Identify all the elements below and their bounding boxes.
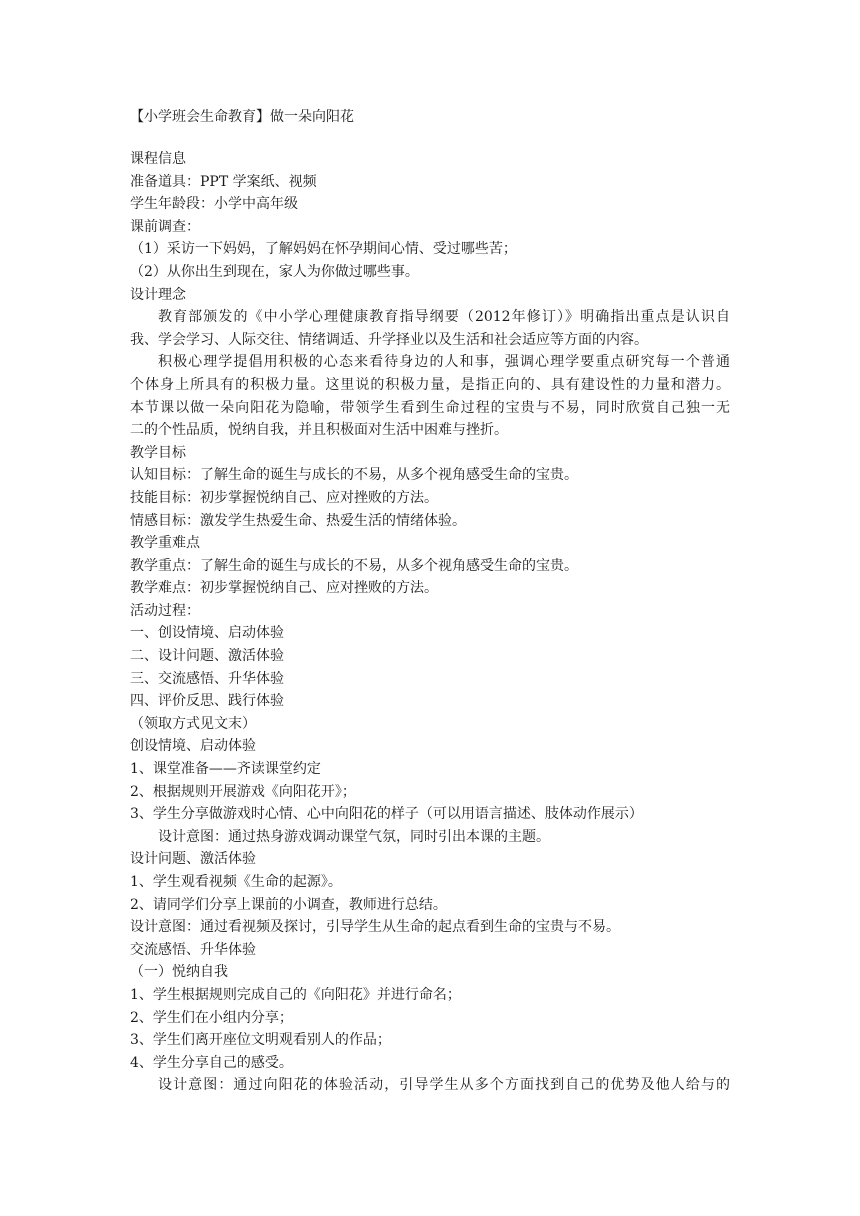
text-line: 准备道具：PPT 学案纸、视频 — [130, 173, 317, 190]
text-line: 3、学生分享做游戏时心情、心中向阳花的样子（可以用语言描述、肢体动作展示） — [130, 806, 643, 823]
text-line: 课前调查： — [130, 218, 200, 235]
text-line: 设计理念 — [130, 286, 186, 303]
document-body — [130, 148, 730, 1097]
text-line: 设计问题、激活体验 — [130, 851, 256, 868]
text-line: 教学重难点 — [130, 535, 200, 552]
text-line: 设计意图：通过热身游戏调动课堂气氛，同时引出本课的主题。 — [158, 828, 550, 845]
text-line: 情感目标：激发学生热爱生命、热爱生活的情绪体验。 — [130, 512, 466, 529]
text-line: （2）从你出生到现在，家人为你做过哪些事。 — [130, 263, 419, 280]
text-line: 二的个性品质，悦纳自我，并且积极面对生活中困难与挫折。 — [130, 422, 508, 439]
text-line: 设计意图：通过向阳花的体验活动，引导学生从多个方面找到自己的优势及他人给与的 — [158, 1077, 730, 1094]
text-line: 技能目标：初步掌握悦纳自己、应对挫败的方法。 — [130, 489, 438, 506]
text-line: 二、设计问题、激活体验 — [130, 648, 284, 665]
text-line: 2、学生们在小组内分享； — [130, 1009, 293, 1026]
text-line: 三、交流感悟、升华体验 — [130, 670, 284, 687]
text-line: （领取方式见文末） — [130, 715, 256, 732]
text-line: 1、课堂准备——齐读课堂约定 — [130, 761, 321, 778]
text-line: 四、评价反思、践行体验 — [130, 693, 284, 710]
text-line: 1、学生观看视频《生命的起源》。 — [130, 874, 342, 890]
text-line: 1、学生根据规则完成自己的《向阳花》并进行命名； — [130, 986, 461, 1003]
text-line: 教学目标 — [130, 444, 186, 461]
text-line: 3、学生们离开座位文明观看别人的作品； — [130, 1032, 391, 1049]
document-title: 【小学班会生命教育】做一朵向阳花 — [130, 109, 354, 125]
text-line: 个体身上所具有的积极力量。这里说的积极力量，是指正向的、具有建设性的力量和潜力。 — [130, 376, 730, 393]
text-line: 教学难点：初步掌握悦纳自己、应对挫败的方法。 — [130, 580, 438, 597]
text-line: 学生年龄段：小学中高年级 — [130, 196, 298, 213]
text-line: （1）采访一下妈妈，了解妈妈在怀孕期间心情、受过哪些苦； — [130, 241, 517, 258]
text-line: 课程信息 — [130, 151, 186, 167]
text-line: 一、创设情境、启动体验 — [130, 625, 284, 642]
text-line: 交流感悟、升华体验 — [130, 941, 256, 958]
text-line: 4、学生分享自己的感受。 — [130, 1054, 293, 1071]
text-line: 认知目标：了解生命的诞生与成长的不易，从多个视角感受生命的宝贵。 — [130, 467, 578, 484]
text-line: 创设情境、启动体验 — [130, 738, 256, 755]
text-line: 教学重点：了解生命的诞生与成长的不易，从多个视角感受生命的宝贵。 — [130, 557, 578, 574]
text-line: 活动过程： — [130, 602, 200, 619]
text-line: 2、根据规则开展游戏《向阳花开》； — [130, 783, 356, 800]
text-line: 本节课以做一朵向阳花为隐喻，带领学生看到生命过程的宝贵与不易，同时欣赏自己独一无 — [130, 399, 730, 416]
text-line: （一）悦纳自我 — [130, 964, 228, 981]
text-line: 设计意图：通过看视频及探讨，引导学生从生命的起点看到生命的宝贵与不易。 — [130, 919, 620, 936]
text-line: 我、学会学习、人际交往、情绪调适、升学择业以及生活和社会适应等方面的内容。 — [130, 331, 648, 348]
text-line: 教育部颁发的《中小学心理健康教育指导纲要（2012年修订）》明确指出重点是认识自 — [158, 309, 730, 326]
text-line: 2、请同学们分享上课前的小调查，教师进行总结。 — [130, 896, 447, 913]
text-line: 积极心理学提倡用积极的心态来看待身边的人和事，强调心理学要重点研究每一个普通 — [158, 354, 730, 371]
